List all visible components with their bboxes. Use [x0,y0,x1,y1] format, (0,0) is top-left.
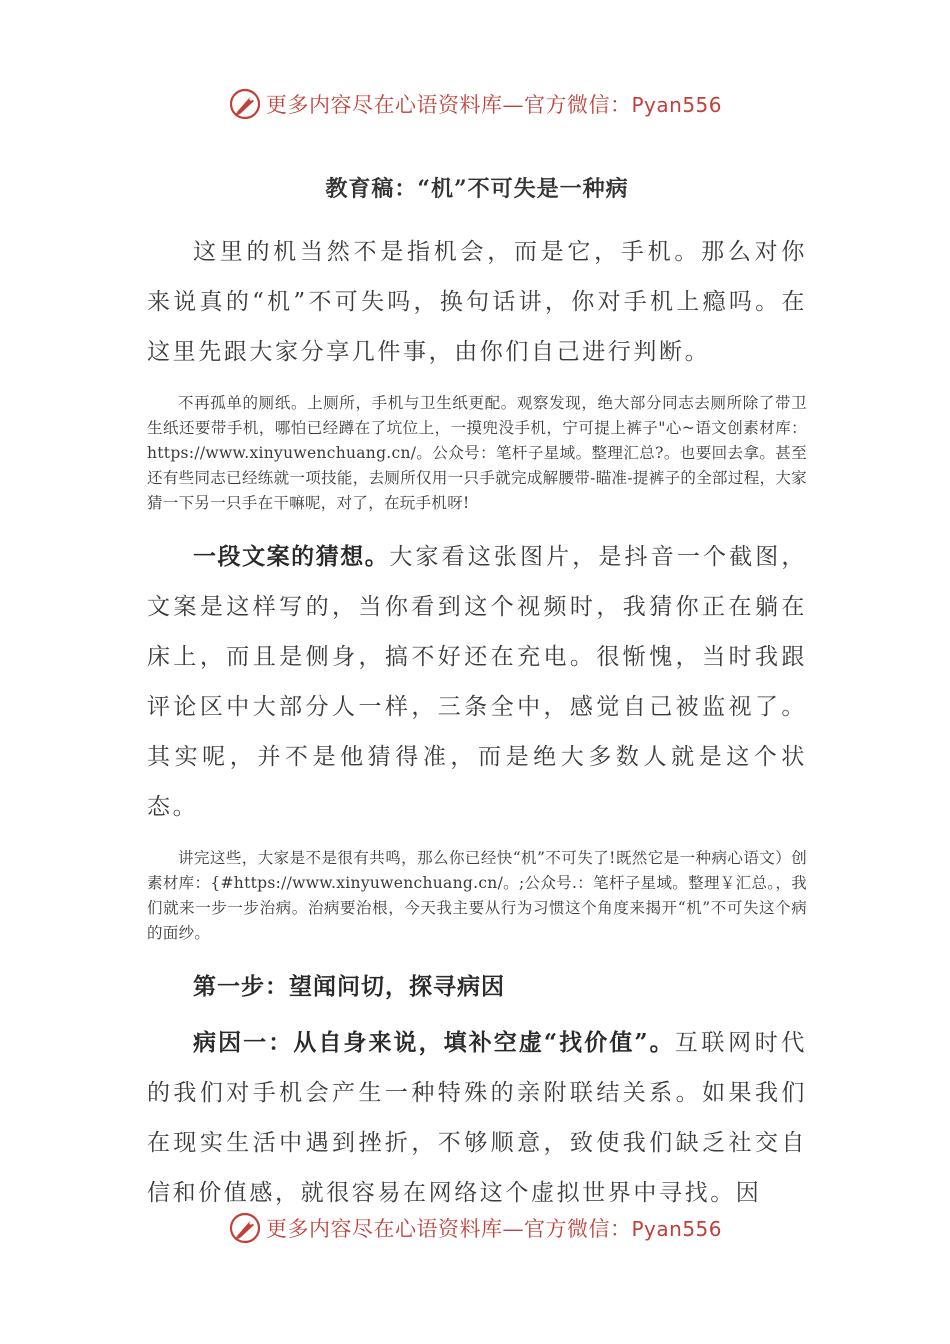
paragraph-body: 大家看这张图片，是抖音一个截图，文案是这样写的，当你看到这个视频时，我猜你正在躺在床上，而且是侧身，搞不好还在充电。很惭愧，当时我跟评论区中大部分人一样，三条全中，感觉自己被监视了。其实呢，并不是他猜得准，而是绝大多数人就是这个状态。 [147,544,807,820]
paragraph-resonance: 讲完这些，大家是不是很有共鸣，那么你已经快“机”不可失了!既然它是一种病心语文）创素材库：{#https://www.xinyuwenchuang.cn/。;公众号.：笔杆子星域。整理￥汇总。，我们就来一步一步治病。治病要治根，今天我主要从行为习惯这个角度来揭开“机”不可失这个病的面纱。 [147,849,807,942]
wechat-id: Pyan556 [631,1217,722,1241]
wechat-id: Pyan556 [631,93,722,117]
paragraph-toilet-paper: 不再孤单的厕纸。上厕所，手机与卫生纸更配。观察发现，绝大部分同志去厕所除了带卫生纸还要带手机，哪怕已经蹲在了坑位上，一摸兜没手机，宁可提上裤子"心~语文创素材库：https://www.xinyuwenchuang.cn/。公众号：笔杆子星域。整理汇总?。也要回去拿。甚至还有些同志已经练就一项技能，去厕所仅用一只手就完成解腰带-瞄准-提裤子的全部过程，大家猜一下另一只手在干嘛呢，对了，在玩手机呀! [147,394,807,512]
paragraph-copywriting [147,532,807,832]
header-banner [0,84,950,124]
document-body [147,172,807,1218]
paragraph-lead-bold: 一段文案的猜想。 [193,543,390,570]
document-title: 教育稿：“机”不可失是一种病 [325,176,629,202]
pen-nib-icon [228,87,262,121]
footer-banner [0,1208,950,1248]
paragraph-intro: 这里的机当然不是指机会，而是它，手机。那么对你来说真的“机”不可失吗，换句话讲，你对手机上瘾吗。在这里先跟大家分享几件事，由你们自己进行判断。 [147,239,807,365]
banner-text: 更多内容尽在心语资料库—官方微信：Pyan556 [265,93,722,117]
paragraph-body: 互联网时代的我们对手机会产生一种特殊的亲附联结关系。如果我们在现实生活中遇到挫折，不够顺意，致使我们缺乏社交自信和价值感，就很容易在网络这个虚拟世界中寻找。因 [147,1030,808,1206]
paragraph-lead-bold: 病因一：从自身来说，填补空虚“找价值”。 [193,1029,675,1056]
pen-nib-icon [228,1211,262,1245]
banner-text: 更多内容尽在心语资料库—官方微信：Pyan556 [265,1217,722,1241]
paragraph-cause-one [147,1018,807,1218]
section-heading: 第一步：望闻问切，探寻病因 [193,973,505,1000]
